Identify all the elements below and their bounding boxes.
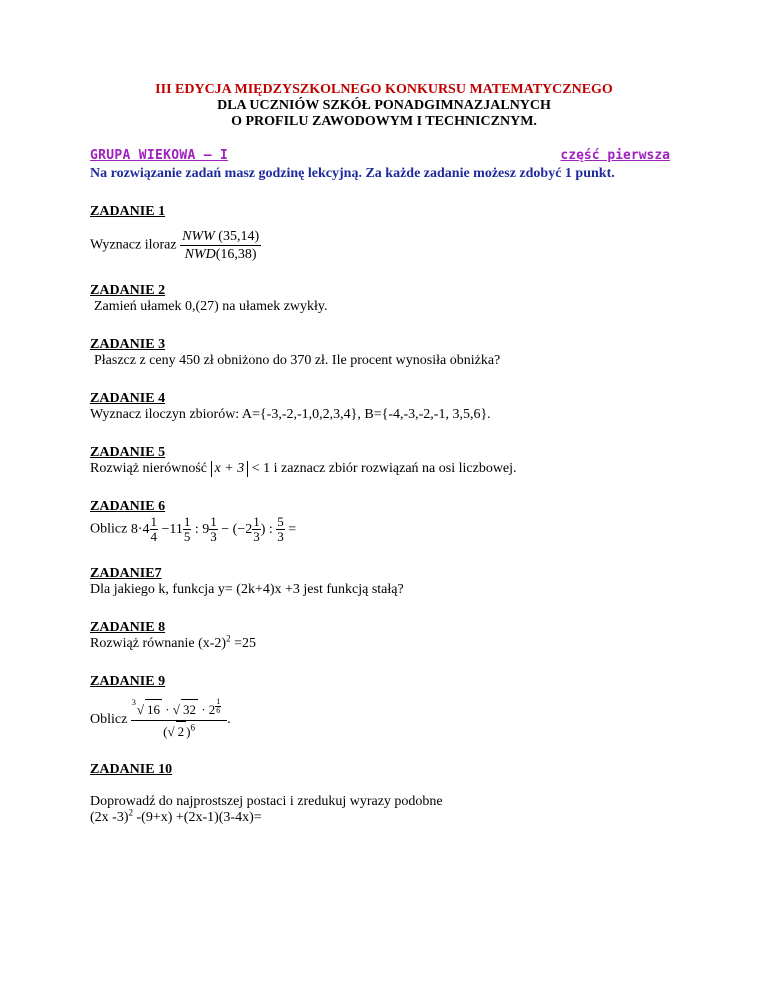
task-8-text-before: Rozwiąż równanie (x-2)	[90, 636, 227, 651]
nwd-args: (16,38)	[215, 247, 257, 262]
task-1-title: ZADANIE 1	[90, 204, 166, 219]
document-header	[90, 82, 678, 130]
header-line-3: O PROFILU ZAWODOWYM I TECHNICZNYM.	[231, 114, 537, 129]
task-6-body	[90, 515, 678, 544]
task-10-expr-b: -(9+x) +(2x-1)(3-4x)=	[133, 809, 262, 825]
instructions-note: Na rozwiązanie zadań masz godzinę lekcyjną. Za każde zadanie możesz zdobyć 1 punkt.	[90, 166, 615, 181]
task-5-body	[90, 461, 678, 477]
task-4-title: ZADANIE 4	[90, 391, 166, 406]
task-9-fraction: 3 √ 16 · √ 32 · 2 $^{\frac{1}{6}}$ (√ 2 )$^6$	[131, 698, 227, 742]
part-label: część pierwsza	[560, 148, 670, 163]
group-label: GRUPA WIEKOWA – I	[90, 148, 229, 163]
task-1-text: Wyznacz iloraz	[90, 237, 177, 253]
task-3-title: ZADANIE 3	[90, 337, 166, 352]
task-5-text-before: Rozwiąż nierówność	[90, 461, 208, 476]
task-4-text: Wyznacz iloczyn zbiorów: A={-3,-2,-1,0,2,3,4}, B={-4,-3,-2,-1, 3,5,6}.	[90, 407, 491, 422]
task-10-exponent: 2	[128, 807, 133, 818]
task-7	[90, 566, 678, 598]
task-6-text: Oblicz	[90, 521, 128, 537]
abs-expression: x + 3	[211, 461, 249, 477]
task-10-expr-a: (2x -3)	[90, 809, 129, 825]
task-10-text-1: Doprowadź do najprostszej postaci i zredukuj wyrazy podobne	[90, 793, 443, 809]
task-6	[90, 499, 678, 544]
task-9-title: ZADANIE 9	[90, 674, 166, 689]
task-2-text: Zamień ułamek 0,(27) na ułamek zwykły.	[94, 299, 328, 314]
task-2-title: ZADANIE 2	[90, 283, 166, 298]
task-9	[90, 674, 678, 742]
task-10-text-2	[90, 807, 678, 826]
task-8-exponent: 2	[226, 633, 231, 644]
task-6-expression: 8·4 $\frac{1}{4}$ −11 $\frac{1}{5}$ : 9 $\frac{1}{3}$ − (−2 $\frac{1}{3}$ ) : $\frac{5}{3}$ =	[130, 514, 297, 544]
nww-label: NWW	[182, 229, 215, 244]
task-9-body: Oblicz 3 √ 16 · √ 32 · 2 $^{\frac{1}{6}}$ (√ 2 )$^6$ .	[90, 698, 678, 742]
nwd-label: NWD	[184, 247, 216, 262]
task-8-text-after: =25	[230, 636, 256, 651]
group-row	[90, 148, 678, 166]
header-line-1: III EDYCJA MIĘDZYSZKOLNEGO KONKURSU MATEMATYCZNEGO	[155, 82, 613, 97]
task-6-title: ZADANIE 6	[90, 499, 166, 514]
task-7-text: Dla jakiego k, funkcja y= (2k+4)x +3 jest funkcją stałą?	[90, 582, 404, 597]
header-line-2: DLA UCZNIÓW SZKÓŁ PONADGIMNAZJALNYCH	[217, 98, 551, 113]
task-3-text: Płaszcz z ceny 450 zł obniżono do 370 zł. Ile procent wynosiła obniżka?	[94, 353, 501, 368]
nww-args: (35,14)	[218, 229, 260, 244]
document-page	[90, 82, 678, 826]
task-1-body	[90, 228, 678, 263]
task-8-title: ZADANIE 8	[90, 620, 166, 635]
task-1	[90, 204, 678, 263]
task-5	[90, 445, 678, 477]
task-10-title: ZADANIE 10	[90, 761, 173, 777]
task-1-fraction	[180, 228, 261, 263]
task-10	[90, 762, 678, 826]
task-2	[90, 283, 678, 315]
task-3	[90, 337, 678, 369]
task-8	[90, 620, 678, 652]
task-8-body	[90, 633, 678, 652]
task-5-text-after: < 1 i zaznacz zbiór rozwiązań na osi liczbowej.	[251, 461, 517, 476]
task-7-title: ZADANIE7	[90, 566, 162, 581]
task-9-text: Oblicz	[90, 712, 128, 728]
task-5-title: ZADANIE 5	[90, 445, 166, 460]
task-4	[90, 391, 678, 423]
